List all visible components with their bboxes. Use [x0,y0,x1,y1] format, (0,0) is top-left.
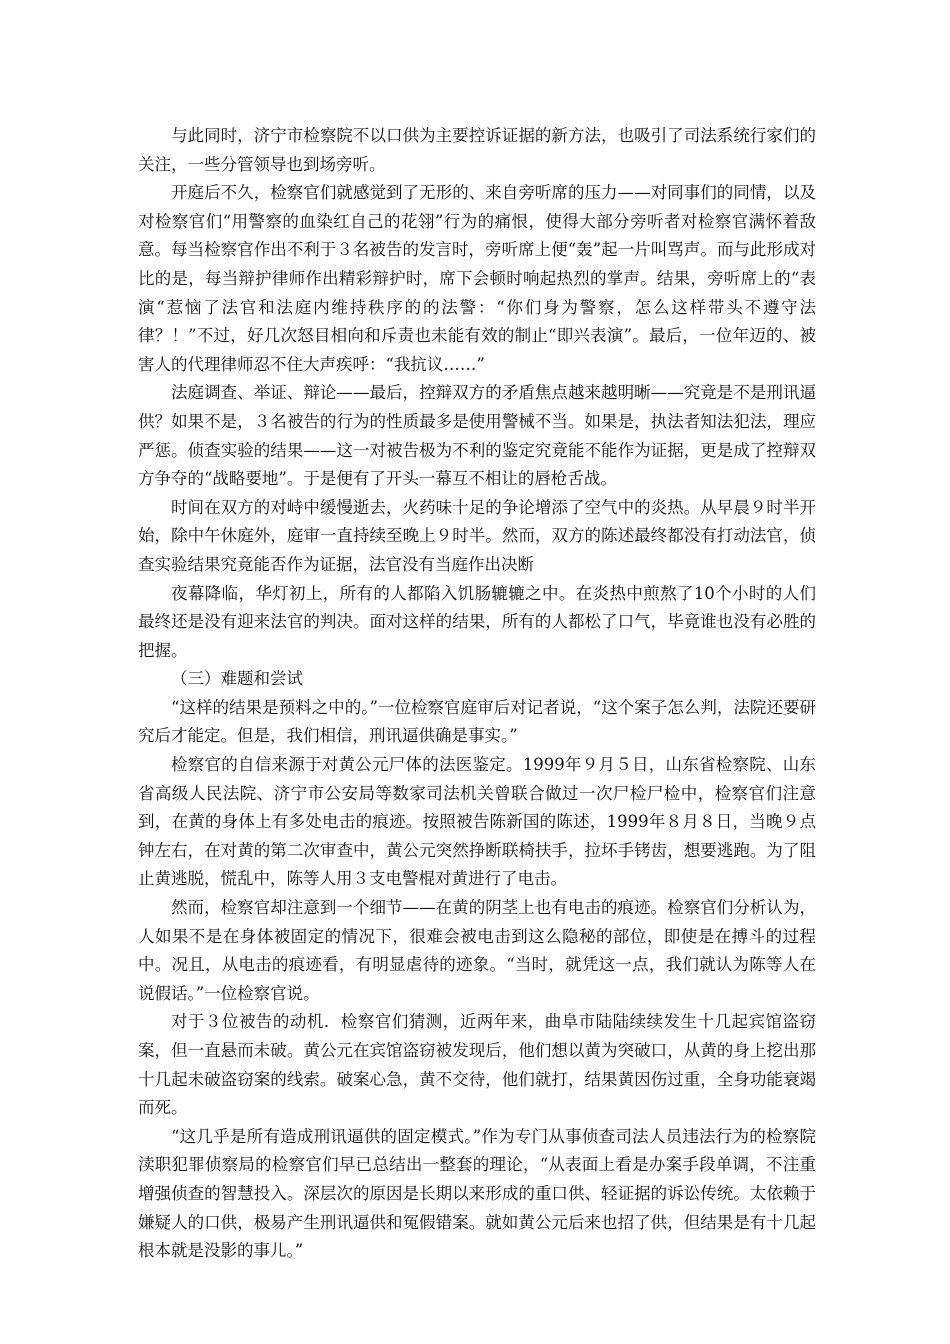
paragraph: “这样的结果是预料之中的。”一位检察官庭审后对记者说，“这个案子怎么判，法院还要研究后才能定。但是，我们相信，刑讯逼供确是事实。” [138,697,816,746]
section-heading: （三）难题和尝试 [171,669,303,689]
paragraph: 检察官的自信来源于对黄公元尸体的法医鉴定。1999年９月５日，山东省检察院、山东省高级人民法院、济宁市公安局等数家司法机关曾联合做过一次尸检尸检中，检察官们注意到，在黄的身体上有多处电击的痕迹。按照被告陈新国的陈述，1999年８月８日，当晚９点钟左右，在对黄的第二次审查中，黄公元突然挣断联椅扶手，拉坏手铐齿，想要逃跑。为了阻止黄逃脱，慌乱中，陈等人用３支电警棍对黄进行了电击。 [138,755,816,889]
paragraph: 法庭调查、举证、辩论——最后，控辩双方的矛盾焦点越来越明晰——究竟是不是刑讯逼供？如果不是，３名被告的行为的性质最多是使用警械不当。如果是，执法者知法犯法，理应严惩。侦查实验的结果——这一对被告极为不利的鉴定究竟能不能作为证据，更是成了控辩双方争夺的“战略要地”。于是便有了开头一幕互不相让的唇枪舌战。 [138,383,816,489]
paragraph: 开庭后不久，检察官们就感觉到了无形的、来自旁听席的压力——对同事们的同情，以及对检察官们“用警察的血染红自己的花翎”行为的痛恨，使得大部分旁听者对检察官满怀着敌意。每当检察官作出不利于３名被告的发言时，旁听席上便“轰”起一片叫骂声。而与此形成对比的是，每当辩护律师作出精彩辩护时，席下会顿时响起热烈的掌声。结果，旁听席上的“表演“惹恼了法官和法庭内维持秩序的的法警：“你们身为警察，怎么这样带头不遵守法律？！”不过，好几次怒目相向和斥责也未能有效的制止“即兴表演”。最后，一位年迈的、被害人的代理律师忍不住大声疾呼：“我抗议……” [138,183,816,374]
paragraph: 时间在双方的对峙中缓慢逝去，火药味十足的争论增添了空气中的炎热。从早晨９时半开始，除中午休庭外，庭审一直持续至晚上９时半。然而，双方的陈述最终都没有打动法官，侦查实验结果究竟能否作为证据，法官没有当庭作出决断 [138,497,816,574]
paragraph: “这几乎是所有造成刑讯逼供的固定模式。”作为专门从事侦查司法人员违法行为的检察院渎职犯罪侦察局的检察官们早已总结出一整套的理论，“从表面上看是办案手段单调，不注重增强侦查的智慧投入。深层次的原因是长期以来形成的重口供、轻证据的诉讼传统。太依赖于嫌疑人的口供，极易产生刑讯逼供和冤假错案。就如黄公元后来也招了供，但结果是有十几起根本就是没影的事儿。” [138,1126,816,1261]
paragraph: 夜幕降临，华灯初上，所有的人都陷入饥肠辘辘之中。在炎热中煎熬了10个小时的人们最终还是没有迎来法官的判决。面对这样的结果，所有的人都松了口气，毕竟谁也没有必胜的把握。 [138,583,816,660]
document-body [138,122,816,1266]
paragraph: 然而，检察官却注意到一个细节——在黄的阴茎上也有电击的痕迹。检察官们分析认为，人如果不是在身体被固定的情况下，很难会被电击到这么隐秘的部位，即使是在搏斗的过程中。况且，从电击的痕迹看，有明显虐待的迹象。“当时，就凭这一点，我们就认为陈等人在说假话。”一位检察官说。 [138,898,816,1003]
paragraph: 与此同时，济宁市检察院不以口供为主要控诉证据的新方法，也吸引了司法系统行家们的关注，一些分管领导也到场旁听。 [138,126,816,174]
paragraph: 对于３位被告的动机．检察官们猜测，近两年来，曲阜市陆陆续续发生十几起宾馆盗窃案，但一直悬而未破。黄公元在宾馆盗窃被发现后，他们想以黄为突破口，从黄的身上挖出那十几起未破盗窃案的线索。破案心急，黄不交待，他们就打，结果黄因伤过重，全身功能衰竭而死。 [138,1012,816,1118]
